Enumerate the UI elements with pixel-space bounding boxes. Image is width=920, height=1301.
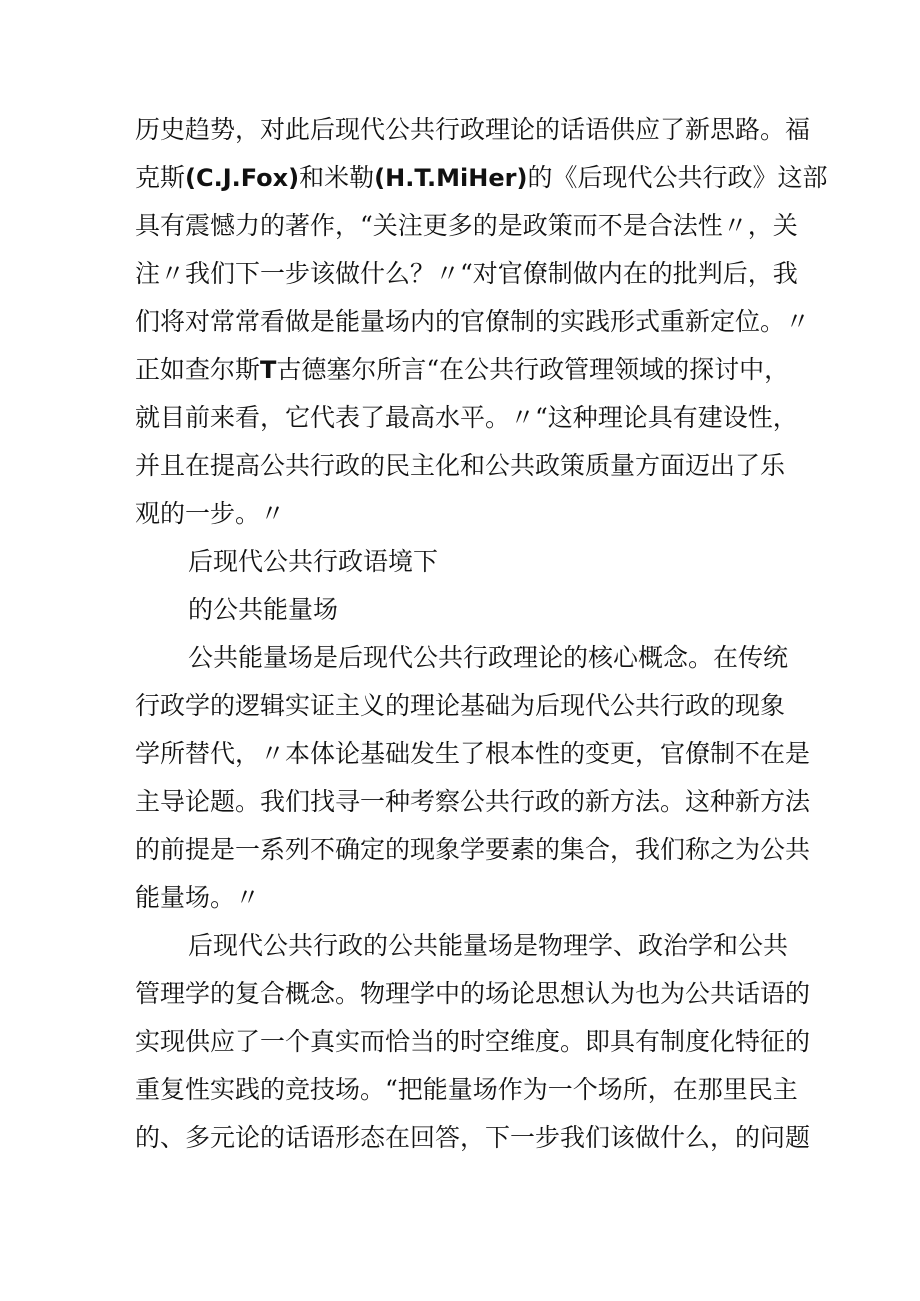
text-line: 并且在提高公共行政的民主化和公共政策质量方面迈出了乐 [135, 451, 786, 480]
text-line: 具有震憾力的著作，“关注更多的是政策而不是合法性〃，关 [135, 211, 798, 240]
text-line: 行政学的逻辑实证主义的理论基础为后现代公共行政的现象 [135, 691, 786, 720]
author-name-en: (C.J.Fox) [185, 164, 300, 192]
text-line: 就目前来看，它代表了最高水平。〃“这种理论具有建设性， [135, 403, 798, 432]
text-line: 历史趋势，对此后现代公共行政理论的话语供应了新思路。福 [135, 115, 811, 144]
section-heading: 后现代公共行政语境下 [188, 547, 439, 576]
text-segment: 古德塞尔所言“在公共行政管理领域的探讨中， [276, 355, 790, 384]
text-line: 学所替代，〃本体论基础发生了根本性的变更，官僚制不在是 [135, 739, 811, 768]
text-line: 的前提是一系列不确定的现象学要素的集合，我们称之为公共 [135, 835, 811, 864]
text-line: 们将对常常看做是能量场内的官僚制的实践形式重新定位。〃 [135, 307, 811, 336]
text-segment: 和米勒 [299, 163, 375, 192]
section-heading: 的公共能量场 [188, 595, 339, 624]
text-line [135, 158, 827, 198]
text-line: 能量场。〃 [135, 883, 261, 912]
text-segment: 正如查尔斯 [135, 355, 261, 384]
text-line: 管理学的复合概念。物理学中的场论思想认为也为公共话语的 [135, 979, 811, 1008]
text-line: 注〃我们下一步该做什么？〃“对官僚制做内在的批判后，我 [135, 259, 798, 288]
text-line: 的、多元论的话语形态在回答，下一步我们该做什么，的问题 [135, 1123, 811, 1152]
text-line: 主导论题。我们找寻一种考察公共行政的新方法。这种新方法 [135, 787, 811, 816]
text-segment: 的《后现代公共行政》这部 [527, 163, 828, 192]
text-line: 公共能量场是后现代公共行政理论的核心概念。在传统 [188, 643, 789, 672]
text-segment: 克斯 [135, 163, 186, 192]
text-line: 实现供应了一个真实而恰当的时空维度。即具有制度化特征的 [135, 1027, 811, 1056]
author-name-en: (H.T.MiHer) [374, 164, 528, 192]
author-initial: T [260, 356, 277, 384]
text-line: 重复性实践的竞技场。“把能量场作为一个场所，在那里民主 [135, 1075, 798, 1104]
text-line [135, 350, 789, 390]
text-line: 观的一步。〃 [135, 499, 286, 528]
text-line: 后现代公共行政的公共能量场是物理学、政治学和公共 [188, 931, 789, 960]
